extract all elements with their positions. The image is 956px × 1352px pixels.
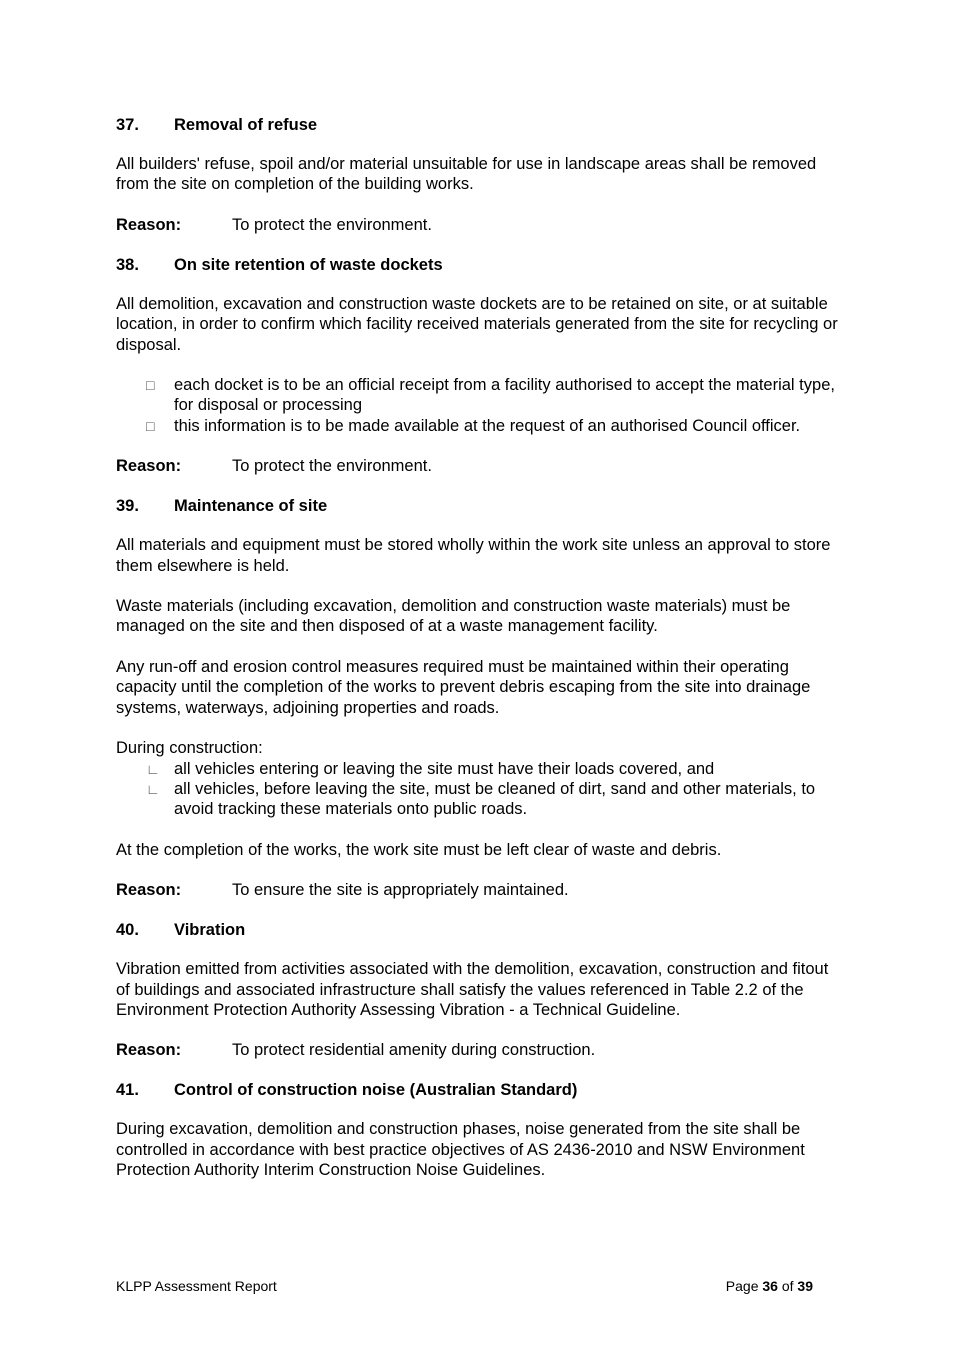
page-current: 36 [762, 1278, 778, 1294]
list-item-text: all vehicles, before leaving the site, must be cleaned of dirt, sand and other materials, to avoid tracking these materials onto public roads. [174, 779, 816, 819]
list-intro: During construction: [116, 739, 263, 758]
section-number: 40. [116, 921, 139, 940]
section-40 [116, 920, 846, 1060]
section-number: 38. [116, 255, 139, 274]
list-item [116, 759, 846, 779]
bullet-list [116, 375, 846, 436]
paragraph: Waste materials (including excavation, demolition and construction waste materials) must be managed on the site and then disposed of at a waste management facility. [116, 597, 791, 636]
paragraph: Any run-off and erosion control measures required must be maintained within their operating capacity until the completion of the works to prevent debris escaping from the site into drainage systems, waterways, adjoining properties and roads. [116, 657, 811, 717]
corner-bullet-icon: ∟ [146, 780, 160, 797]
reason-text: To ensure the site is appropriately maintained. [232, 881, 569, 900]
document-body [116, 115, 846, 1201]
reason-label: Reason: [116, 1041, 182, 1060]
reason-label: Reason: [116, 881, 182, 900]
section-title: Removal of refuse [174, 116, 318, 134]
section-heading [116, 115, 846, 135]
reason-line [116, 880, 846, 900]
closing-paragraph: At the completion of the works, the work site must be left clear of waste and debris. [116, 840, 722, 859]
corner-bullet-icon: ∟ [146, 760, 160, 777]
paragraph: All demolition, excavation and construction waste dockets are to be retained on site, or at suitable location, in order to confirm which facility received materials generated from the site for recycling or disposal. [116, 294, 838, 354]
list-item-text: each docket is to be an official receipt from a facility authorised to accept the material type, for disposal or processing [174, 376, 835, 415]
section-title: Maintenance of site [174, 497, 328, 516]
section-heading [116, 255, 846, 275]
section-number: 41. [116, 1081, 139, 1100]
reason-text: To protect the environment. [232, 215, 432, 234]
list-item [116, 779, 846, 820]
list-item-text: this information is to be made available at the request of an authorised Council officer. [174, 416, 801, 435]
bullet-list [116, 759, 846, 820]
list-item [116, 416, 846, 436]
reason-line [116, 456, 846, 476]
paragraph: During excavation, demolition and construction phases, noise generated from the site shall be controlled in accordance with best practice objectives of AS 2436-2010 and NSW Environment Protection Authority Interim Construction Noise Guidelines. [116, 1120, 805, 1180]
reason-line [116, 215, 846, 235]
section-number: 37. [116, 116, 139, 134]
paragraph: All materials and equipment must be stored wholly within the work site unless an approval to store them elsewhere is held. [116, 536, 831, 575]
paragraph: All builders' refuse, spoil and/or material unsuitable for use in landscape areas shall be removed from the site on completion of the building works. [116, 155, 817, 194]
section-heading [116, 920, 846, 940]
section-heading [116, 496, 846, 516]
page-footer [116, 1278, 813, 1294]
reason-text: To protect the environment. [232, 457, 432, 476]
footer-report-title: KLPP Assessment Report [116, 1278, 277, 1294]
section-37 [116, 115, 846, 235]
page-prefix: Page [725, 1278, 759, 1294]
page-number [726, 1278, 813, 1294]
section-38 [116, 255, 846, 476]
reason-text: To protect residential amenity during construction. [232, 1041, 596, 1060]
page-total: 39 [797, 1278, 813, 1294]
section-39 [116, 496, 846, 900]
section-title: Control of construction noise (Australian Standard) [174, 1081, 578, 1100]
section-title: Vibration [174, 921, 246, 940]
list-item [116, 375, 846, 416]
reason-line [116, 1040, 846, 1060]
list-item-text: all vehicles entering or leaving the site must have their loads covered, and [174, 759, 715, 778]
section-41 [116, 1080, 846, 1180]
checkbox-bullet-icon: □ [146, 377, 155, 394]
section-title: On site retention of waste dockets [174, 255, 443, 274]
paragraph: Vibration emitted from activities associated with the demolition, excavation, construction and fitout of buildings and associated infrastructure shall satisfy the values referenced in Table 2.2 of the Environment Protection Authority Assessing Vibration - a Technical Guideline. [116, 960, 829, 1019]
page-of: of [781, 1278, 794, 1294]
reason-label: Reason: [116, 215, 182, 234]
section-heading [116, 1080, 846, 1100]
section-number: 39. [116, 497, 139, 516]
checkbox-bullet-icon: □ [146, 417, 155, 434]
reason-label: Reason: [116, 457, 182, 476]
